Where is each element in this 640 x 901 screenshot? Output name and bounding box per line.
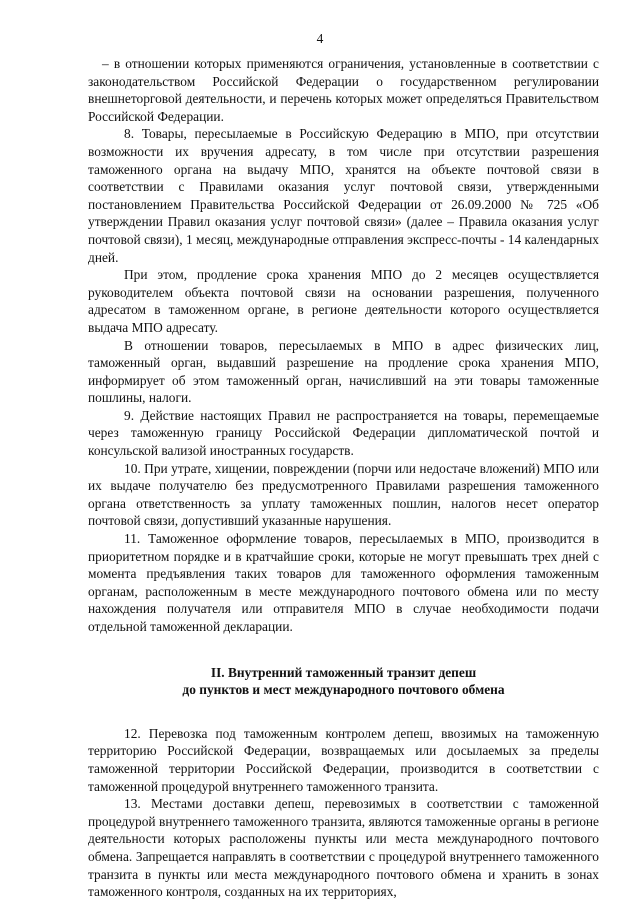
paragraph-13: 13. Местами доставки депеш, перевозимых в соответствии с таможенной процедурой внутреннего таможенного транзита, являются таможенные органы в регионе деятельности которых расположены пункты или места международного почтового обмена. Запрещается направлять в соответствии с процедурой внутреннего таможенного транзита в пункты или места международного почтового обмена и хранить в зонах таможенного контроля, созданных на их территориях, (88, 796, 599, 900)
paragraph-9: 9. Действие настоящих Правил не распространяется на товары, перемещаемые через таможенную границу Российской Федерации дипломатической почтой и консульской вализой иностранных государств. (88, 407, 599, 459)
document-body (88, 55, 599, 901)
paragraph-restrictions-clause: – в отношении которых применяются ограничения, установленные в соответствии с законодательством Российской Федерации о государственном регулировании внешнеторговой деятельности, и перечень которых может определяться Правительством Российской Федерации. (88, 56, 599, 124)
paragraph-10: 10. При утрате, хищении, повреждении (порчи или недостаче вложений) МПО или их выдаче получателю без предусмотренного Правилами разрешения таможенного органа ответственность за уплату таможенных пошлин, налогов несет оператор почтовой связи, допустивший указанные нарушения. (88, 460, 599, 529)
paragraph-11: 11. Таможенное оформление товаров, пересылаемых в МПО, производится в приоритетном порядке и в кратчайшие сроки, которые не могут превышать трех дней с момента предъявления таких товаров для таможенного оформления таможенным органам, расположенным в месте международного почтового обмена или по месту нахождения получателя или отправителя МПО в случае необходимости подачи отдельной таможенной декларации. (88, 531, 599, 634)
paragraph-12: 12. Перевозка под таможенным контролем депеш, ввозимых на таможенную территорию Российской Федерации, возвращаемых или досылаемых за пределы таможенной территории Российской Федерации, производится в соответствии с таможенной процедурой внутреннего таможенного транзита. (88, 725, 599, 794)
section-heading-line-1: II. Внутренний таможенный транзит депеш (210, 664, 477, 680)
section-heading (88, 664, 599, 699)
paragraph-8-notification: В отношении товаров, пересылаемых в МПО в адрес физических лиц, таможенный орган, выдавший разрешение на продление срока хранения МПО, информирует об этом таможенный орган, начисливший на эти товары таможенные пошлины, налоги. (88, 337, 599, 406)
paragraph-8-storage-extension: При этом, продление срока хранения МПО до 2 месяцев осуществляется руководителем объекта почтовой связи на основании разрешения, полученного адресатом в таможенном органе, в регионе деятельности которого осуществляется выдача МПО адресату. (88, 267, 599, 335)
page-number: 4 (316, 31, 324, 46)
paragraph-8: 8. Товары, пересылаемые в Российскую Федерацию в МПО, при отсутствии возможности их вручения адресату, в том числе при отсутствии разрешения таможенного органа на выдачу МПО, хранятся на объекте почтовой связи в соответствии с Правилами оказания услуг почтовой связи, утвержденными постановлением Правительства Российской Федерации от 26.09.2000 № 725 «Об утверждении Правил оказания услуг почтовой связи» (далее – Правила оказания услуг почтовой связи), 1 месяц, международные отправления экспресс-почты - 14 календарных дней. (88, 126, 599, 265)
section-heading-line-2: до пунктов и мест международного почтового обмена (182, 682, 505, 698)
